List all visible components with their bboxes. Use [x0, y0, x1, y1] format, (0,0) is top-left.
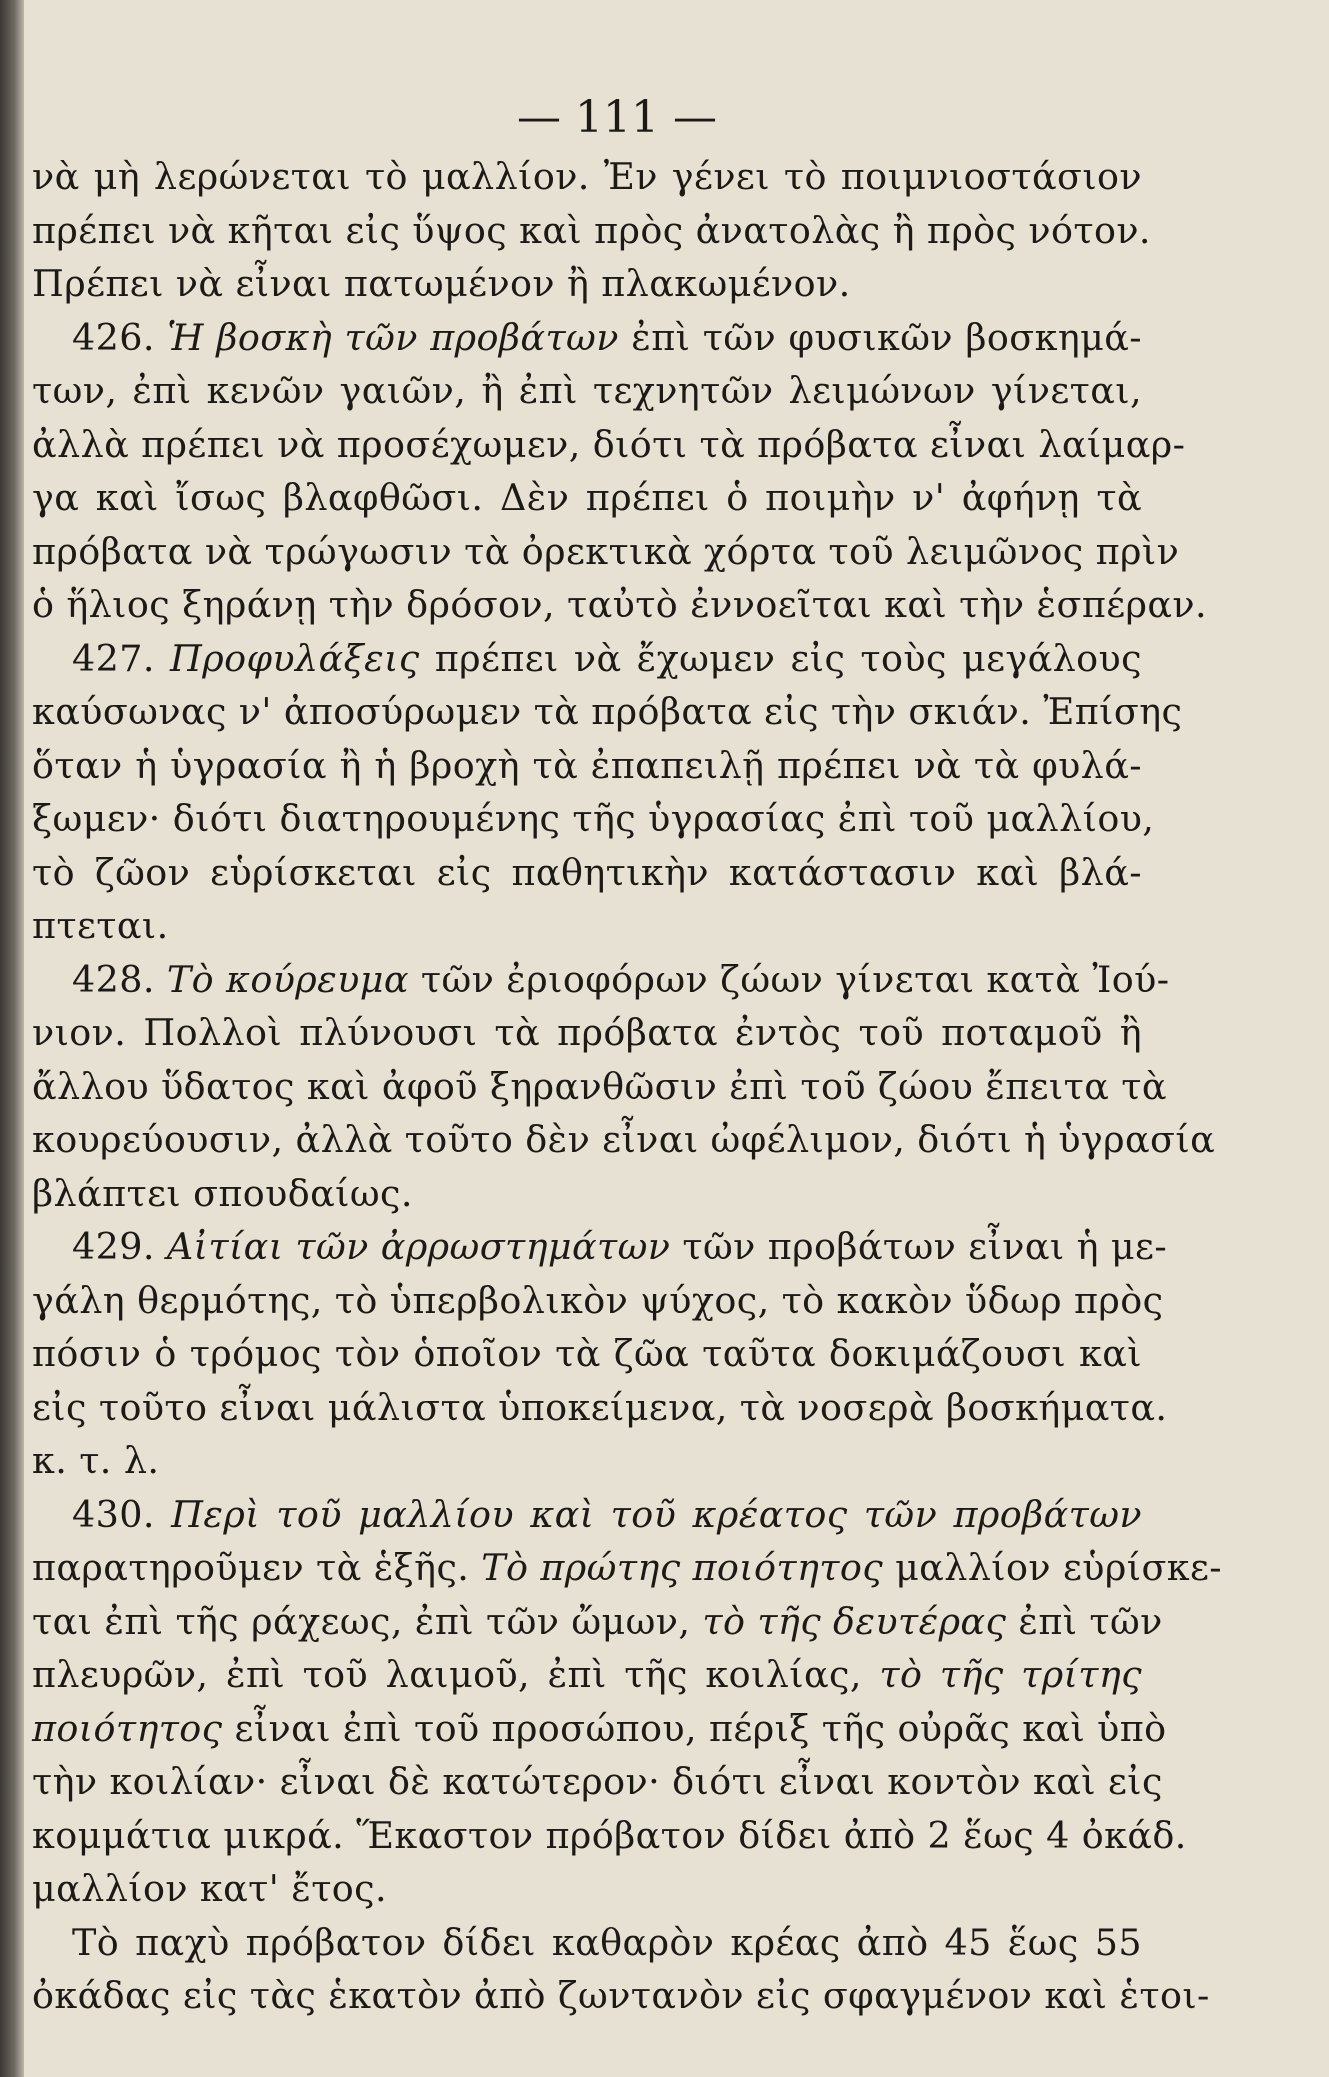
text-line — [32, 792, 1155, 846]
line-text: των, ἐπὶ κενῶν γαιῶν, ἢ ἐπὶ τεχνητῶν λειμώνων γίνεται, — [32, 369, 1142, 412]
text-body — [32, 150, 1223, 2023]
line-text: ἄλλου ὕδατος καὶ ἀφοῦ ξηρανθῶσιν ἐπὶ τοῦ ζώου ἔπειτα τὰ — [32, 1064, 1167, 1108]
line-text: ὅταν ἡ ὑγρασία ἢ ἡ βροχὴ τὰ ἐπαπειλῇ πρέπει νὰ τὰ φυλά- — [32, 743, 1142, 787]
line-text: παρατηροῦμεν τὰ ἑξῆς. — [32, 1546, 482, 1589]
italic-phrase: τὸ τῆς τρίτης — [879, 1653, 1143, 1696]
line-text: Πρέπει νὰ εἶναι πατωμένον ἢ πλακωμένον. — [32, 262, 851, 305]
paragraph-number: 427. — [72, 636, 155, 680]
line-text: τῶν ἐριοφόρων ζώων γίνεται κατὰ Ἰού- — [408, 957, 1170, 1001]
italic-heading: Προφυλάξεις — [170, 636, 420, 680]
text-line — [32, 953, 1170, 1007]
text-line — [32, 1595, 1163, 1649]
text-line — [32, 418, 1186, 472]
line-text: νὰ μὴ λερώνεται τὸ μαλλίον. Ἐν γένει τὸ ποιμνιοστάσιον — [32, 155, 1142, 198]
line-text: μαλλίον εὑρίσκε- — [883, 1546, 1223, 1589]
text-line — [32, 1702, 1167, 1756]
line-text: τὴν κοιλίαν· εἶναι δὲ κατώτερον· διότι εἶναι κοντὸν καὶ εἰς — [32, 1760, 1163, 1803]
text-line — [32, 578, 1208, 632]
text-line — [32, 1648, 1142, 1702]
text-line — [32, 1541, 1223, 1595]
text-line — [32, 525, 1180, 579]
text-line — [32, 739, 1142, 793]
line-text: Τὸ παχὺ πρόβατον δίδει καθαρὸν κρέας ἀπὸ 45 ἕως 55 — [72, 1920, 1142, 1964]
italic-heading: ποιότητος — [32, 1706, 223, 1750]
text-line — [32, 632, 1142, 686]
text-line — [32, 150, 1142, 204]
line-text: μαλλίον κατ' ἔτος. — [32, 1867, 388, 1910]
page-number: — 111 — — [517, 92, 717, 143]
line-text: πλευρῶν, ἐπὶ τοῦ λαιμοῦ, ἐπὶ τῆς κοιλίας, — [32, 1653, 880, 1696]
line-text: τὸ ζῶον εὑρίσκεται εἰς παθητικὴν κατάστασιν καὶ βλά- — [32, 850, 1142, 894]
line-text: κομμάτια μικρά. Ἕκαστον πρόβατον δίδει ἀπὸ 2 ἕως 4 ὀκάδ. — [32, 1813, 1187, 1857]
line-text: πρέπει νὰ κῆται εἰς ὕψος καὶ πρὸς ἀνατολὰς ἢ πρὸς νότον. — [32, 208, 1151, 252]
text-line — [32, 1167, 1142, 1221]
text-line — [32, 1916, 1142, 1970]
paragraph-number: 426. — [72, 315, 155, 359]
line-text: νιον. Πολλοὶ πλύνουσι τὰ πρόβατα ἐντὸς τοῦ ποταμοῦ ἢ — [32, 1011, 1142, 1054]
italic-phrase: τὸ τῆς δευτέρας — [702, 1599, 1007, 1643]
line-text: ὁ ἥλιος ξηράνῃ τὴν δρόσον, ταὐτὸ ἐννοεῖται καὶ τὴν ἑσπέραν. — [32, 583, 1208, 626]
line-text: κουρεύουσιν, ἀλλὰ τοῦτο δὲν εἶναι ὠφέλιμον, διότι ἡ ὑγρασία — [32, 1118, 1216, 1161]
line-text: τῶν προβάτων εἶναι ἡ με- — [670, 1225, 1168, 1268]
italic-heading: Αἰτίαι τῶν ἀρρωστημάτων — [166, 1225, 671, 1268]
text-line — [32, 257, 1142, 311]
text-line — [32, 364, 1142, 418]
text-line — [32, 1488, 1142, 1542]
book-spine-shadow — [0, 0, 24, 2077]
text-line — [32, 1113, 1216, 1167]
line-text: γα καὶ ἴσως βλαφθῶσι. Δὲν πρέπει ὁ ποιμὴν ν' ἀφήνῃ τὰ — [32, 476, 1142, 519]
text-line — [32, 1862, 1142, 1916]
page — [32, 88, 1223, 2023]
paragraph-number: 430. — [72, 1492, 155, 1536]
line-text: εἶναι ἐπὶ τοῦ προσώπου, πέριξ τῆς οὐρᾶς καὶ ὑπὸ — [222, 1706, 1167, 1750]
line-text: πτεται. — [32, 904, 169, 947]
line-text: βλάπτει σπουδαίως. — [32, 1171, 413, 1215]
line-text: πρέπει νὰ ἔχωμεν εἰς τοὺς μεγάλους — [419, 636, 1142, 680]
paragraph-number: 428. — [72, 957, 155, 1001]
line-text: ται ἐπὶ τῆς ράχεως, ἐπὶ τῶν ὤμων, — [32, 1599, 703, 1643]
text-line — [32, 1969, 1210, 2023]
text-line — [32, 1274, 1164, 1328]
line-text: πόσιν ὁ τρόμος τὸν ὁποῖον τὰ ζῶα ταῦτα δοκιμάζουσι καὶ — [32, 1332, 1142, 1375]
paragraph-number: 429. — [72, 1225, 155, 1268]
text-line — [32, 1809, 1187, 1863]
italic-heading: Περὶ τοῦ μαλλίου καὶ τοῦ κρέατος τῶν προβάτων — [171, 1492, 1142, 1536]
text-line — [32, 471, 1142, 525]
line-text: ὀκάδας εἰς τὰς ἑκατὸν ἀπὸ ζωντανὸν εἰς σφαγμένον καὶ ἑτοι- — [32, 1974, 1210, 2017]
italic-heading: Τὸ κούρευμα — [166, 957, 409, 1001]
text-line — [32, 204, 1151, 258]
line-text: κ. τ. λ. — [32, 1439, 160, 1482]
line-text: εἰς τοῦτο εἶναι μάλιστα ὑποκείμενα, τὰ νοσερὰ βοσκήματα. — [32, 1385, 1168, 1429]
text-line — [32, 1006, 1142, 1060]
line-text: γάλη θερμότης, τὸ ὑπερβολικὸν ψύχος, τὸ κακὸν ὕδωρ πρὸς — [32, 1278, 1164, 1322]
text-line — [32, 1381, 1168, 1435]
text-line — [32, 1434, 1142, 1488]
text-line — [32, 899, 1142, 953]
text-line — [32, 1220, 1168, 1274]
italic-heading: Ἡ βοσκὴ τῶν προβάτων — [167, 315, 619, 359]
line-text: πρόβατα νὰ τρώγωσιν τὰ ὀρεκτικὰ χόρτα τοῦ λειμῶνος πρὶν — [32, 529, 1180, 573]
line-text: ἐπὶ τῶν φυσικῶν βοσκημά- — [618, 315, 1142, 359]
line-text: ἐπὶ τῶν — [1006, 1599, 1163, 1643]
text-line — [32, 1060, 1167, 1114]
text-line — [32, 1755, 1163, 1809]
line-text: ἀλλὰ πρέπει νὰ προσέχωμεν, διότι τὰ πρόβατα εἶναι λαίμαρ- — [32, 422, 1186, 466]
text-line — [32, 685, 1183, 739]
text-line — [32, 1327, 1142, 1381]
line-text: ξωμεν· διότι διατηρουμένης τῆς ὑγρασίας ἐπὶ τοῦ μαλλίου, — [32, 797, 1155, 840]
text-line — [32, 846, 1142, 900]
italic-phrase: Τὸ πρώτης ποιότητος — [481, 1546, 884, 1589]
line-text: καύσωνας ν' ἀποσύρωμεν τὰ πρόβατα εἰς τὴν σκιάν. Ἐπίσης — [32, 690, 1183, 733]
text-line — [32, 311, 1142, 365]
